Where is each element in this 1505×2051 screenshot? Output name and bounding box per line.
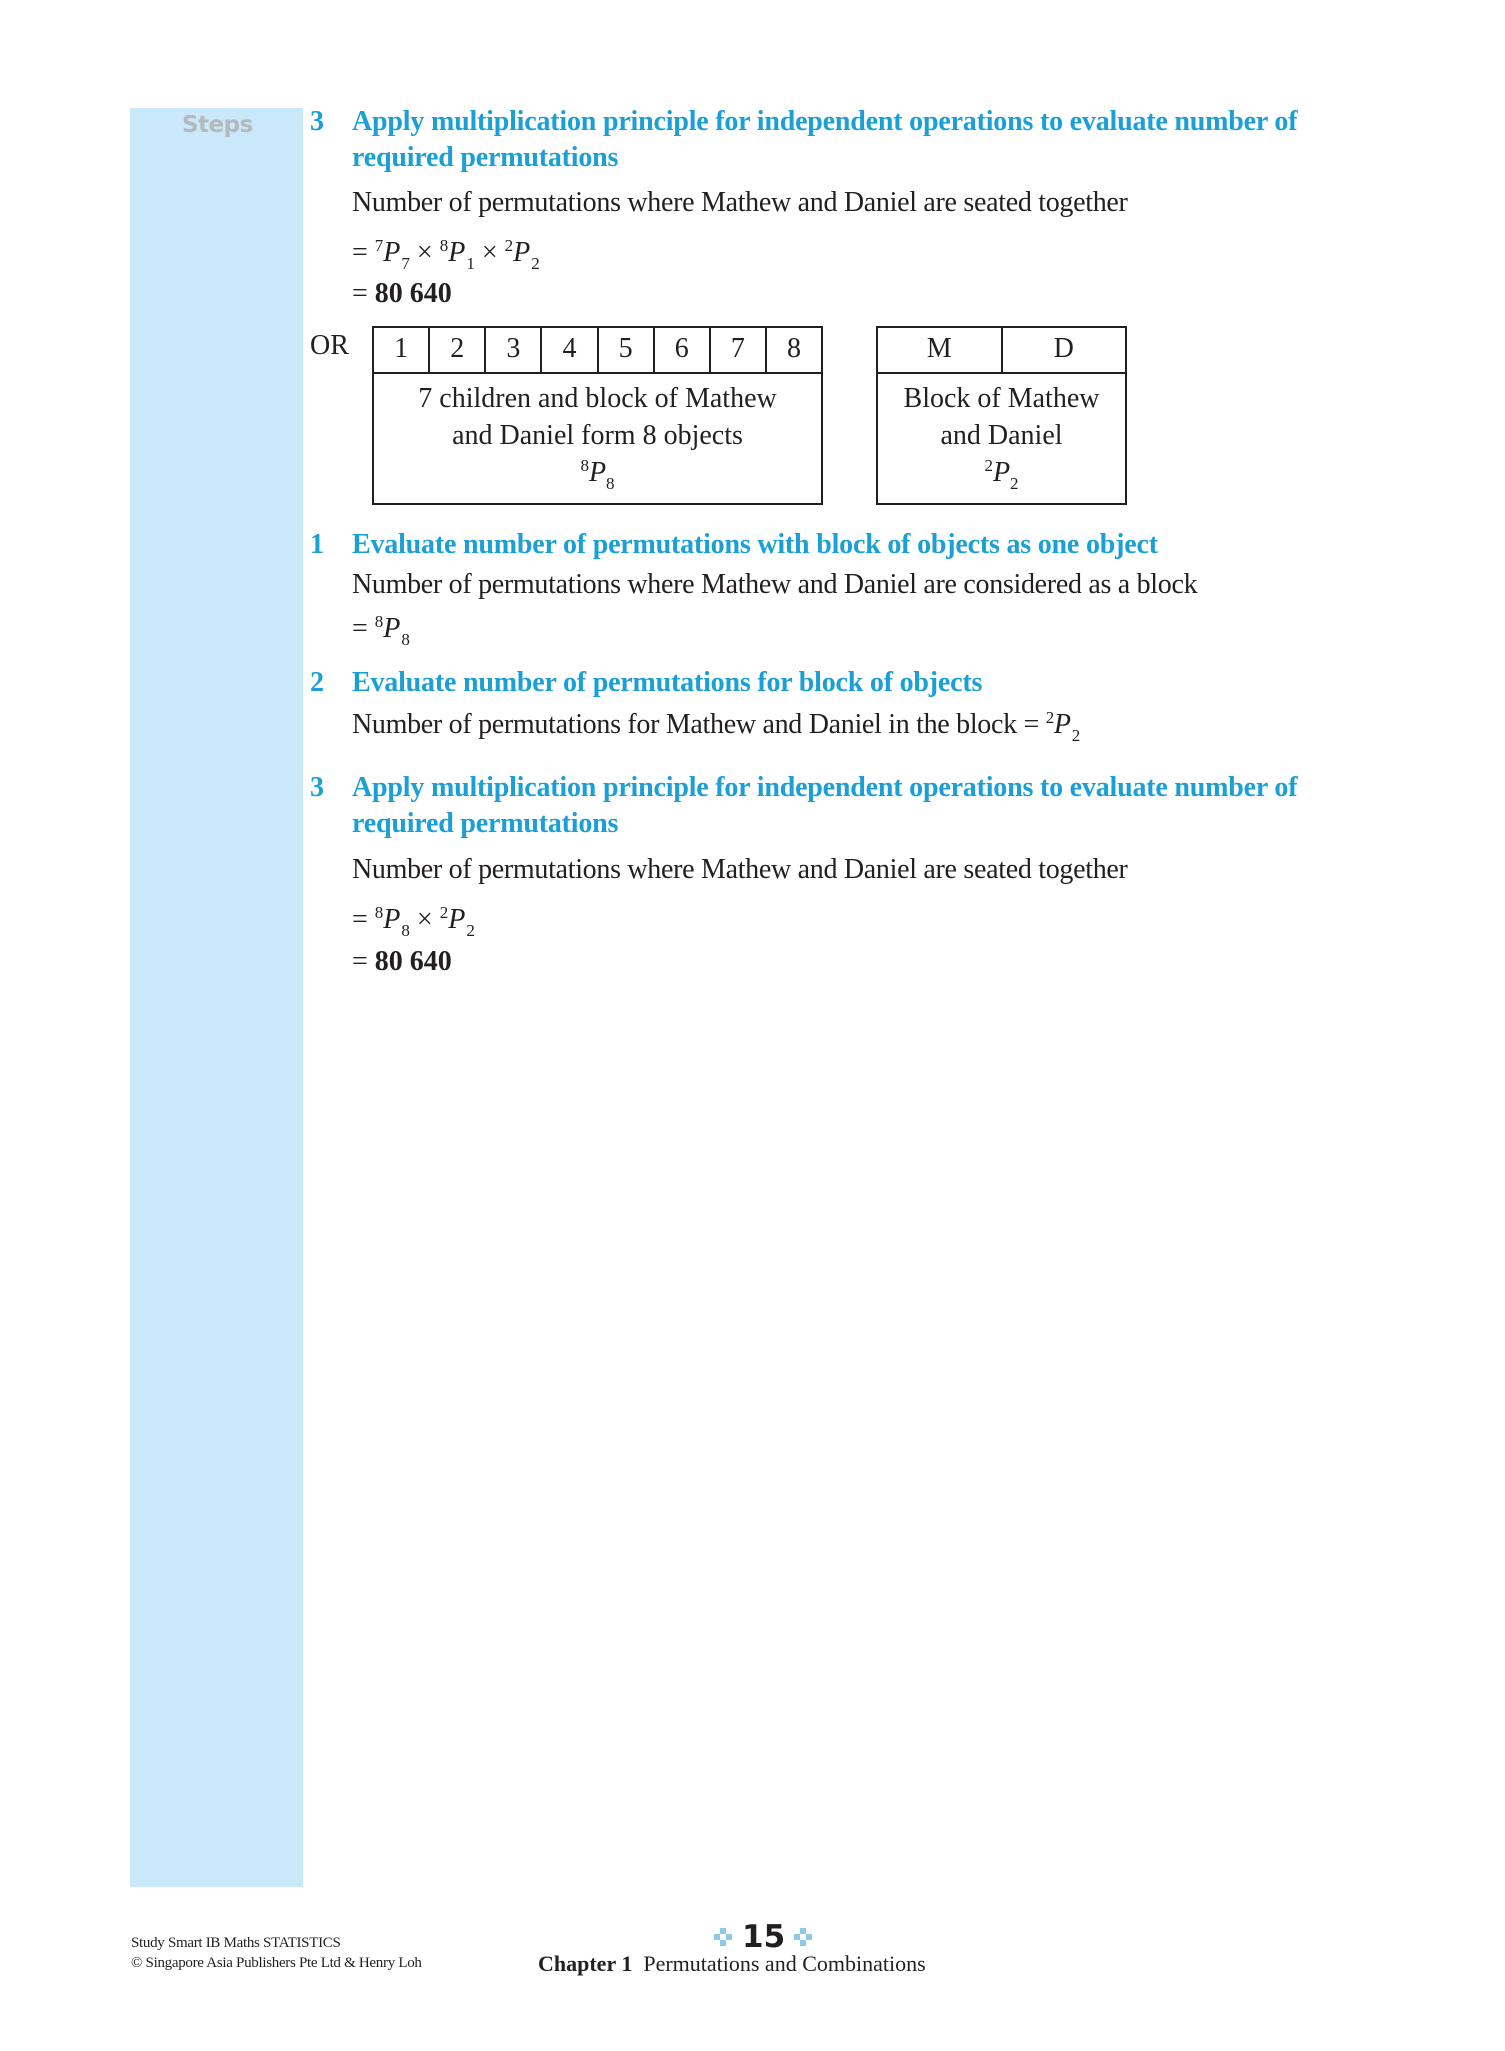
perm-sup: 8 [374,612,384,631]
perm-base: P [513,237,531,268]
diamond-ornament-icon [794,1928,812,1946]
result-value: 80 640 [374,278,452,309]
object-cell: 2 [430,328,486,372]
permutation-notation [878,454,1125,491]
block-cell-m: M [878,328,1003,372]
perm-sub: 2 [531,254,540,273]
equation [352,236,540,273]
description-line: and Daniel form 8 objects [452,420,743,451]
perm-sub: 8 [401,630,410,649]
perm-base: P [1053,709,1071,740]
copyright: © Singapore Asia Publishers Pte Ltd & Henry Loh [131,1955,422,1971]
perm-sub: 2 [466,921,475,940]
block-description [878,374,1125,491]
step-body: Number of permutations where Mathew and Daniel are considered as a block [352,569,1198,600]
perm-base: P [448,237,466,268]
object-cell: 3 [486,328,542,372]
object-cell: 7 [711,328,767,372]
step-heading-line1: Apply multiplication principle for independent operations to evaluate number of [352,772,1298,803]
equation [352,903,475,940]
times-sign: × [409,237,440,268]
perm-base: P [383,613,401,644]
chapter-title: Permutations and Combinations [643,1951,926,1976]
perm-sub: 2 [1010,474,1019,493]
perm-base: P [448,904,466,935]
chapter-label: Chapter 1 [538,1951,633,1976]
page-number: 15 [742,1919,786,1955]
equals-sign: = [352,237,375,268]
perm-sup: 8 [580,456,589,475]
step-heading [352,104,1422,176]
object-cell: 8 [786,333,801,364]
perm-base: P [992,457,1011,488]
step-heading [352,770,1422,842]
objects-box [372,326,823,505]
step-body-text: Number of permutations for Mathew and Daniel in the block = [352,709,1046,740]
permutation-notation [374,454,821,491]
equation [352,612,410,649]
steps-sidebar [130,108,303,1887]
steps-label: Steps [182,112,253,138]
or-label: OR [310,330,349,361]
description-line: and Daniel [940,420,1063,451]
step-heading-line2: required permutations [352,142,619,173]
equals-sign: = [352,904,375,935]
perm-sup: 2 [1045,708,1054,727]
result [352,945,452,979]
perm-sub: 2 [1071,726,1080,745]
step-heading: Evaluate number of permutations for block of objects [352,667,983,698]
step-heading-line1: Apply multiplication principle for independent operations to evaluate number of [352,106,1298,137]
objects-description [374,374,821,491]
times-sign: × [474,237,505,268]
perm-sub: 7 [401,254,410,273]
block-cell-d: D [1053,333,1074,364]
book-title: Study Smart IB Maths STATISTICS [131,1935,341,1951]
perm-sup: 2 [504,236,514,255]
equation [1045,708,1080,745]
perm-sup: 2 [439,903,449,922]
object-cells [374,328,821,374]
perm-sub: 8 [606,474,615,493]
object-cell: 4 [542,328,598,372]
perm-sup: 8 [374,903,384,922]
perm-sub: 1 [466,254,475,273]
perm-sup: 7 [374,236,384,255]
perm-base: P [588,457,607,488]
equals-sign: = [352,278,375,309]
times-sign: × [409,904,440,935]
block-cells [878,328,1125,374]
description-line: 7 children and block of Mathew [418,383,777,414]
result-value: 80 640 [374,946,452,977]
step-number: 3 [310,106,324,137]
result [352,277,452,311]
step-number: 3 [310,772,324,803]
step-body: Number of permutations where Mathew and Daniel are seated together [352,187,1128,218]
block-box [876,326,1127,505]
perm-sup: 2 [984,456,993,475]
object-cell: 1 [374,328,430,372]
perm-base: P [383,904,401,935]
equals-sign: = [352,946,375,977]
step-number: 2 [310,667,324,698]
perm-sup: 8 [439,236,449,255]
step-number: 1 [310,529,324,560]
object-cell: 6 [655,328,711,372]
step-heading: Evaluate number of permutations with block of objects as one object [352,529,1158,560]
footer-book-info [131,1933,422,1973]
chapter-footer [538,1950,926,1978]
equals-sign: = [352,613,375,644]
object-cell: 5 [599,328,655,372]
perm-sub: 8 [401,921,410,940]
perm-base: P [383,237,401,268]
description-line: Block of Mathew [903,383,1100,414]
step-heading-line2: required permutations [352,808,619,839]
diamond-ornament-icon [714,1928,732,1946]
step-body [352,708,1080,745]
step-body: Number of permutations where Mathew and Daniel are seated together [352,854,1128,885]
